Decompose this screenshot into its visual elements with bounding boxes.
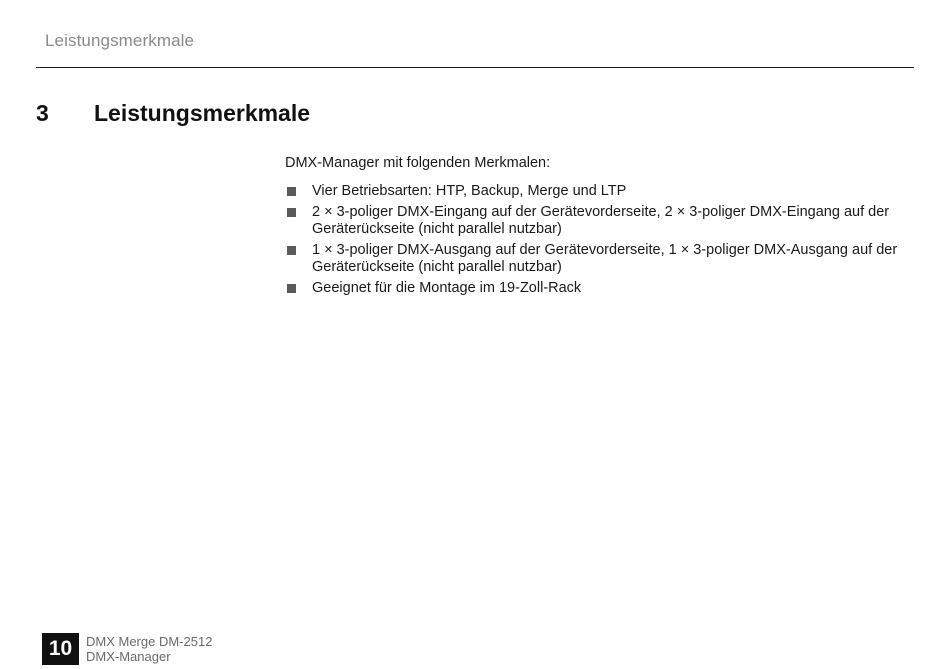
- square-bullet-icon: [287, 284, 296, 293]
- page-number: 10: [42, 633, 79, 665]
- footer-product-type: DMX-Manager: [86, 649, 171, 664]
- chapter-number: 3: [36, 100, 49, 126]
- feature-text: 2 × 3-poliger DMX-Eingang auf der Gerätevorderseite, 2 × 3-poliger DMX-Eingang auf der Geräterückseite (nicht parallel nutzbar): [312, 204, 890, 237]
- header-rule: [36, 67, 914, 68]
- list-item: [285, 204, 920, 238]
- list-item: [285, 280, 920, 297]
- footer-product-name: DMX Merge DM-2512: [86, 634, 213, 649]
- list-item: [285, 242, 920, 276]
- main-content: [285, 155, 920, 301]
- feature-text: Geeignet für die Montage im 19-Zoll-Rack: [312, 280, 582, 296]
- square-bullet-icon: [287, 187, 296, 196]
- intro-text: DMX-Manager mit folgenden Merkmalen:: [285, 155, 551, 171]
- running-header: Leistungsmerkmale: [45, 31, 195, 50]
- feature-text: 1 × 3-poliger DMX-Ausgang auf der Gerätevorderseite, 1 × 3-poliger DMX-Ausgang auf der Geräterückseite (nicht parallel nutzbar): [312, 242, 898, 275]
- feature-list: [285, 183, 920, 297]
- list-item: [285, 183, 920, 200]
- square-bullet-icon: [287, 208, 296, 217]
- square-bullet-icon: [287, 246, 296, 255]
- chapter-title: Leistungsmerkmale: [94, 100, 311, 126]
- footer-product-info: [86, 634, 212, 664]
- feature-text: Vier Betriebsarten: HTP, Backup, Merge und LTP: [312, 183, 627, 199]
